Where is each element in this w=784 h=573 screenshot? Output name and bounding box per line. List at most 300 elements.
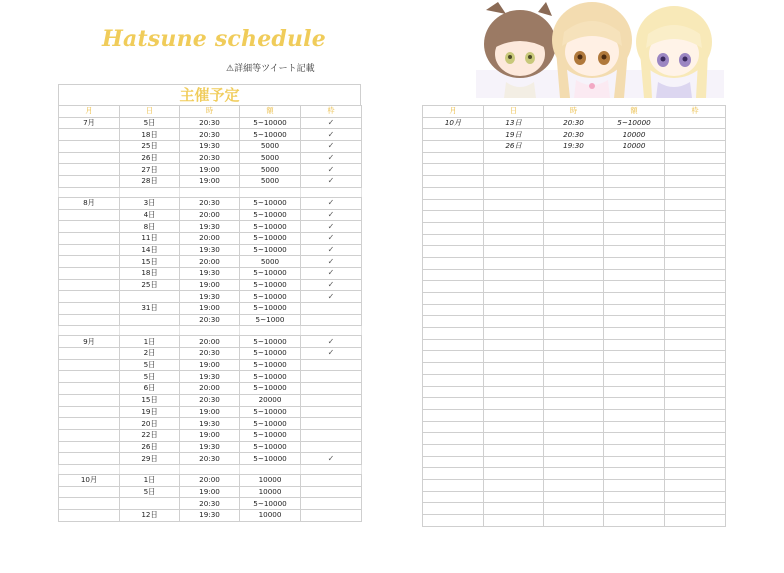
empty-cell xyxy=(544,398,604,410)
cell-slot xyxy=(301,474,362,486)
cell-time: 19:30 xyxy=(180,267,240,279)
empty-cell xyxy=(484,269,544,281)
empty-cell xyxy=(604,468,665,480)
header-time: 時 xyxy=(544,106,604,118)
empty-cell xyxy=(484,444,544,456)
empty-cell xyxy=(604,234,665,246)
table-row xyxy=(59,291,362,303)
empty-cell xyxy=(604,316,665,328)
table-row xyxy=(423,129,726,141)
empty-cell xyxy=(484,503,544,515)
cell-time: 19:30 xyxy=(180,510,240,522)
empty-cell xyxy=(423,339,484,351)
table-row xyxy=(59,314,362,326)
checkmark-icon: ✓ xyxy=(327,244,335,254)
table-row xyxy=(59,498,362,510)
empty-cell xyxy=(604,351,665,363)
empty-cell xyxy=(544,316,604,328)
empty-cell xyxy=(423,164,484,176)
empty-cell xyxy=(604,515,665,527)
empty-cell xyxy=(544,187,604,199)
table-row xyxy=(59,371,362,383)
empty-cell xyxy=(240,464,301,474)
empty-cell xyxy=(484,328,544,340)
cell-amount: 5~10000 xyxy=(240,303,301,315)
cell-time: 20:30 xyxy=(180,453,240,465)
cell-day: 11日 xyxy=(120,232,180,244)
table-row xyxy=(59,164,362,176)
empty-cell xyxy=(423,433,484,445)
cell-amount: 5~10000 xyxy=(240,232,301,244)
empty-row xyxy=(423,199,726,211)
cell-day: 15日 xyxy=(120,256,180,268)
empty-cell xyxy=(484,351,544,363)
empty-cell xyxy=(484,339,544,351)
cell-day: 26日 xyxy=(484,141,544,153)
empty-cell xyxy=(604,409,665,421)
empty-cell xyxy=(665,503,726,515)
empty-cell xyxy=(544,211,604,223)
table-row xyxy=(59,209,362,221)
empty-cell xyxy=(665,433,726,445)
cell-month xyxy=(59,303,120,315)
cell-time: 19:00 xyxy=(180,164,240,176)
cell-month: 10月 xyxy=(423,117,484,129)
cell-amount: 5~10000 xyxy=(240,209,301,221)
checkmark-icon: ✓ xyxy=(327,336,335,346)
empty-cell xyxy=(544,304,604,316)
cell-time: 19:00 xyxy=(180,486,240,498)
empty-cell xyxy=(59,464,120,474)
empty-cell xyxy=(484,257,544,269)
empty-cell xyxy=(423,444,484,456)
cell-amount: 5000 xyxy=(240,164,301,176)
empty-row xyxy=(423,515,726,527)
cell-month xyxy=(59,152,120,164)
cell-amount: 5~10000 xyxy=(240,117,301,129)
empty-cell xyxy=(665,351,726,363)
empty-row xyxy=(423,503,726,515)
cell-slot xyxy=(301,291,362,303)
empty-cell xyxy=(544,444,604,456)
empty-cell xyxy=(665,444,726,456)
cell-slot xyxy=(301,510,362,522)
empty-row xyxy=(423,269,726,281)
empty-cell xyxy=(665,269,726,281)
cell-day: 31日 xyxy=(120,303,180,315)
table-row xyxy=(59,394,362,406)
empty-cell xyxy=(665,386,726,398)
table-row xyxy=(59,359,362,371)
cell-time: 19:00 xyxy=(180,279,240,291)
cell-time: 19:00 xyxy=(180,429,240,441)
cell-month xyxy=(59,244,120,256)
checkmark-icon: ✓ xyxy=(327,153,335,163)
empty-cell xyxy=(665,363,726,375)
empty-cell xyxy=(484,246,544,258)
schedule-title: Hatsune schedule xyxy=(102,26,326,52)
cell-slot xyxy=(301,256,362,268)
empty-cell xyxy=(423,187,484,199)
empty-cell xyxy=(180,326,240,336)
cell-time: 19:00 xyxy=(180,176,240,188)
cell-month xyxy=(59,498,120,510)
empty-cell xyxy=(120,464,180,474)
cell-day: 1日 xyxy=(120,474,180,486)
empty-cell xyxy=(665,257,726,269)
cell-slot xyxy=(665,129,726,141)
empty-row xyxy=(423,211,726,223)
empty-row xyxy=(423,363,726,375)
cell-time: 19:30 xyxy=(180,371,240,383)
table-row xyxy=(59,429,362,441)
empty-cell xyxy=(423,269,484,281)
empty-cell xyxy=(544,339,604,351)
cell-day: 18日 xyxy=(120,267,180,279)
cell-month xyxy=(59,453,120,465)
empty-cell xyxy=(484,491,544,503)
cell-slot xyxy=(301,486,362,498)
cell-amount: 10000 xyxy=(240,474,301,486)
separator-row xyxy=(59,187,362,197)
empty-cell xyxy=(484,187,544,199)
cell-month: 9月 xyxy=(59,336,120,348)
empty-cell xyxy=(484,456,544,468)
cell-day: 25日 xyxy=(120,141,180,153)
cell-slot xyxy=(665,117,726,129)
table-row xyxy=(423,141,726,153)
table-row xyxy=(59,348,362,360)
empty-cell xyxy=(59,187,120,197)
empty-row xyxy=(423,386,726,398)
checkmark-icon: ✓ xyxy=(327,256,335,266)
cell-month xyxy=(59,406,120,418)
empty-cell xyxy=(423,176,484,188)
empty-cell xyxy=(484,363,544,375)
cell-slot xyxy=(301,348,362,360)
empty-cell xyxy=(604,339,665,351)
details-note: ⚠詳細等ツイート記載 xyxy=(226,64,315,74)
checkmark-icon: ✓ xyxy=(327,291,335,301)
empty-cell xyxy=(423,257,484,269)
empty-cell xyxy=(604,386,665,398)
empty-cell xyxy=(665,480,726,492)
header-slot: 枠 xyxy=(665,106,726,118)
cell-month xyxy=(59,314,120,326)
table-row xyxy=(59,336,362,348)
empty-cell xyxy=(604,304,665,316)
cell-month xyxy=(59,348,120,360)
cell-time: 20:30 xyxy=(180,117,240,129)
cell-day: 5日 xyxy=(120,486,180,498)
table-row xyxy=(59,221,362,233)
empty-cell xyxy=(423,503,484,515)
cell-slot xyxy=(301,418,362,430)
cell-day: 19日 xyxy=(120,406,180,418)
cell-time: 20:00 xyxy=(180,336,240,348)
separator-row xyxy=(59,464,362,474)
empty-cell xyxy=(544,409,604,421)
empty-cell xyxy=(665,152,726,164)
cell-slot xyxy=(301,152,362,164)
empty-row xyxy=(423,293,726,305)
empty-cell xyxy=(665,328,726,340)
empty-row xyxy=(423,257,726,269)
cell-slot xyxy=(301,498,362,510)
header-time: 時 xyxy=(180,106,240,118)
table-row xyxy=(59,117,362,129)
empty-row xyxy=(423,328,726,340)
empty-cell xyxy=(665,491,726,503)
checkmark-icon: ✓ xyxy=(327,129,335,139)
cell-slot xyxy=(301,336,362,348)
cell-amount: 20000 xyxy=(240,394,301,406)
empty-cell xyxy=(423,374,484,386)
empty-cell xyxy=(423,293,484,305)
empty-cell xyxy=(665,409,726,421)
empty-cell xyxy=(544,246,604,258)
header-day: 日 xyxy=(484,106,544,118)
empty-cell xyxy=(665,456,726,468)
empty-cell xyxy=(301,464,362,474)
cell-day: 1日 xyxy=(120,336,180,348)
empty-cell xyxy=(604,211,665,223)
header-day: 日 xyxy=(120,106,180,118)
empty-row xyxy=(423,246,726,258)
empty-cell xyxy=(423,515,484,527)
cell-day: 27日 xyxy=(120,164,180,176)
cell-amount: 5~10000 xyxy=(240,453,301,465)
header-month: 月 xyxy=(59,106,120,118)
empty-cell xyxy=(544,503,604,515)
empty-cell xyxy=(484,293,544,305)
empty-row xyxy=(423,339,726,351)
empty-cell xyxy=(423,246,484,258)
empty-cell xyxy=(544,269,604,281)
cell-time: 19:30 xyxy=(180,418,240,430)
cell-slot xyxy=(301,244,362,256)
cell-month: 8月 xyxy=(59,197,120,209)
empty-cell xyxy=(665,398,726,410)
empty-row xyxy=(423,164,726,176)
cell-day: 15日 xyxy=(120,394,180,406)
cell-amount: 5~1000 xyxy=(240,314,301,326)
empty-row xyxy=(423,222,726,234)
cell-day: 26日 xyxy=(120,152,180,164)
table-row xyxy=(59,141,362,153)
cell-time: 19:30 xyxy=(180,441,240,453)
cell-time: 20:00 xyxy=(180,256,240,268)
empty-cell xyxy=(484,386,544,398)
cell-day xyxy=(120,291,180,303)
cell-slot xyxy=(301,394,362,406)
empty-row xyxy=(423,234,726,246)
cell-slot xyxy=(301,164,362,176)
cell-amount: 5~10000 xyxy=(240,348,301,360)
table-row xyxy=(59,152,362,164)
cell-day: 8日 xyxy=(120,221,180,233)
cell-slot xyxy=(301,453,362,465)
empty-row xyxy=(423,316,726,328)
cell-day: 12日 xyxy=(120,510,180,522)
empty-cell xyxy=(544,293,604,305)
table-row xyxy=(59,474,362,486)
empty-cell xyxy=(544,386,604,398)
cell-slot xyxy=(665,141,726,153)
empty-cell xyxy=(604,491,665,503)
empty-cell xyxy=(180,187,240,197)
empty-cell xyxy=(484,211,544,223)
cell-time: 19:30 xyxy=(180,244,240,256)
cell-slot xyxy=(301,267,362,279)
empty-cell xyxy=(423,304,484,316)
cell-day: 25日 xyxy=(120,279,180,291)
empty-cell xyxy=(544,152,604,164)
empty-cell xyxy=(484,222,544,234)
table-row xyxy=(59,279,362,291)
checkmark-icon: ✓ xyxy=(327,221,335,231)
cell-slot xyxy=(301,232,362,244)
cell-amount: 5000 xyxy=(240,152,301,164)
empty-cell xyxy=(423,199,484,211)
table-row xyxy=(59,197,362,209)
table-row xyxy=(59,383,362,395)
empty-cell xyxy=(665,515,726,527)
cell-month xyxy=(59,371,120,383)
cell-month xyxy=(59,267,120,279)
empty-cell xyxy=(544,515,604,527)
empty-cell xyxy=(544,281,604,293)
cell-amount: 5~10000 xyxy=(240,359,301,371)
checkmark-icon: ✓ xyxy=(327,348,335,358)
empty-cell xyxy=(665,339,726,351)
cell-amount: 5~10000 xyxy=(240,197,301,209)
cell-time: 19:30 xyxy=(180,221,240,233)
cell-amount: 5~10000 xyxy=(240,336,301,348)
empty-row xyxy=(423,468,726,480)
empty-cell xyxy=(423,398,484,410)
cell-time: 19:30 xyxy=(180,291,240,303)
empty-cell xyxy=(423,234,484,246)
cell-day: 18日 xyxy=(120,129,180,141)
checkmark-icon: ✓ xyxy=(327,176,335,186)
empty-cell xyxy=(665,304,726,316)
empty-cell xyxy=(484,421,544,433)
cell-day: 22日 xyxy=(120,429,180,441)
table-row xyxy=(59,232,362,244)
cell-amount: 5~10000 xyxy=(240,279,301,291)
empty-row xyxy=(423,187,726,199)
empty-cell xyxy=(604,363,665,375)
cell-day: 5日 xyxy=(120,371,180,383)
empty-cell xyxy=(301,187,362,197)
empty-cell xyxy=(665,222,726,234)
empty-cell xyxy=(423,386,484,398)
empty-cell xyxy=(423,491,484,503)
empty-cell xyxy=(604,444,665,456)
empty-cell xyxy=(423,456,484,468)
cell-time: 19:00 xyxy=(180,303,240,315)
cell-month xyxy=(59,164,120,176)
table-row xyxy=(59,510,362,522)
checkmark-icon: ✓ xyxy=(327,141,335,151)
cell-slot xyxy=(301,279,362,291)
cell-time: 20:00 xyxy=(180,232,240,244)
empty-cell xyxy=(301,326,362,336)
cell-time: 20:30 xyxy=(180,197,240,209)
table-row xyxy=(423,117,726,129)
cell-month xyxy=(59,486,120,498)
cell-amount: 10000 xyxy=(240,510,301,522)
cell-time: 19:30 xyxy=(180,141,240,153)
empty-row xyxy=(423,491,726,503)
empty-cell xyxy=(665,187,726,199)
empty-row xyxy=(423,444,726,456)
cell-amount: 5~10000 xyxy=(604,117,665,129)
cell-day: 14日 xyxy=(120,244,180,256)
empty-row xyxy=(423,304,726,316)
empty-cell xyxy=(484,304,544,316)
cell-time: 20:00 xyxy=(180,474,240,486)
empty-cell xyxy=(484,433,544,445)
cell-slot xyxy=(301,209,362,221)
cell-month xyxy=(59,129,120,141)
cell-day: 3日 xyxy=(120,197,180,209)
empty-cell xyxy=(604,421,665,433)
cell-slot xyxy=(301,383,362,395)
empty-cell xyxy=(665,199,726,211)
empty-cell xyxy=(665,246,726,258)
empty-cell xyxy=(484,152,544,164)
empty-cell xyxy=(423,480,484,492)
cell-month xyxy=(59,418,120,430)
empty-cell xyxy=(484,468,544,480)
cell-time: 19:30 xyxy=(544,141,604,153)
empty-cell xyxy=(665,176,726,188)
empty-cell xyxy=(484,515,544,527)
empty-cell xyxy=(484,234,544,246)
empty-cell xyxy=(484,374,544,386)
empty-cell xyxy=(544,374,604,386)
empty-cell xyxy=(665,211,726,223)
cell-slot xyxy=(301,359,362,371)
empty-cell xyxy=(423,152,484,164)
empty-cell xyxy=(484,281,544,293)
cell-month xyxy=(59,510,120,522)
cell-day: 6日 xyxy=(120,383,180,395)
cell-time: 20:30 xyxy=(180,394,240,406)
chibi-characters-illustration xyxy=(476,0,724,98)
empty-cell xyxy=(544,351,604,363)
empty-cell xyxy=(423,281,484,293)
empty-cell xyxy=(423,409,484,421)
cell-day: 4日 xyxy=(120,209,180,221)
empty-cell xyxy=(665,421,726,433)
checkmark-icon: ✓ xyxy=(327,268,335,278)
cell-month xyxy=(59,176,120,188)
cell-day: 29日 xyxy=(120,453,180,465)
table-row xyxy=(59,406,362,418)
empty-cell xyxy=(240,326,301,336)
cell-slot xyxy=(301,441,362,453)
empty-cell xyxy=(544,468,604,480)
empty-cell xyxy=(665,468,726,480)
cell-amount: 5~10000 xyxy=(240,129,301,141)
cell-month xyxy=(59,221,120,233)
empty-cell xyxy=(423,351,484,363)
cell-amount: 5~10000 xyxy=(240,221,301,233)
cell-month xyxy=(59,441,120,453)
